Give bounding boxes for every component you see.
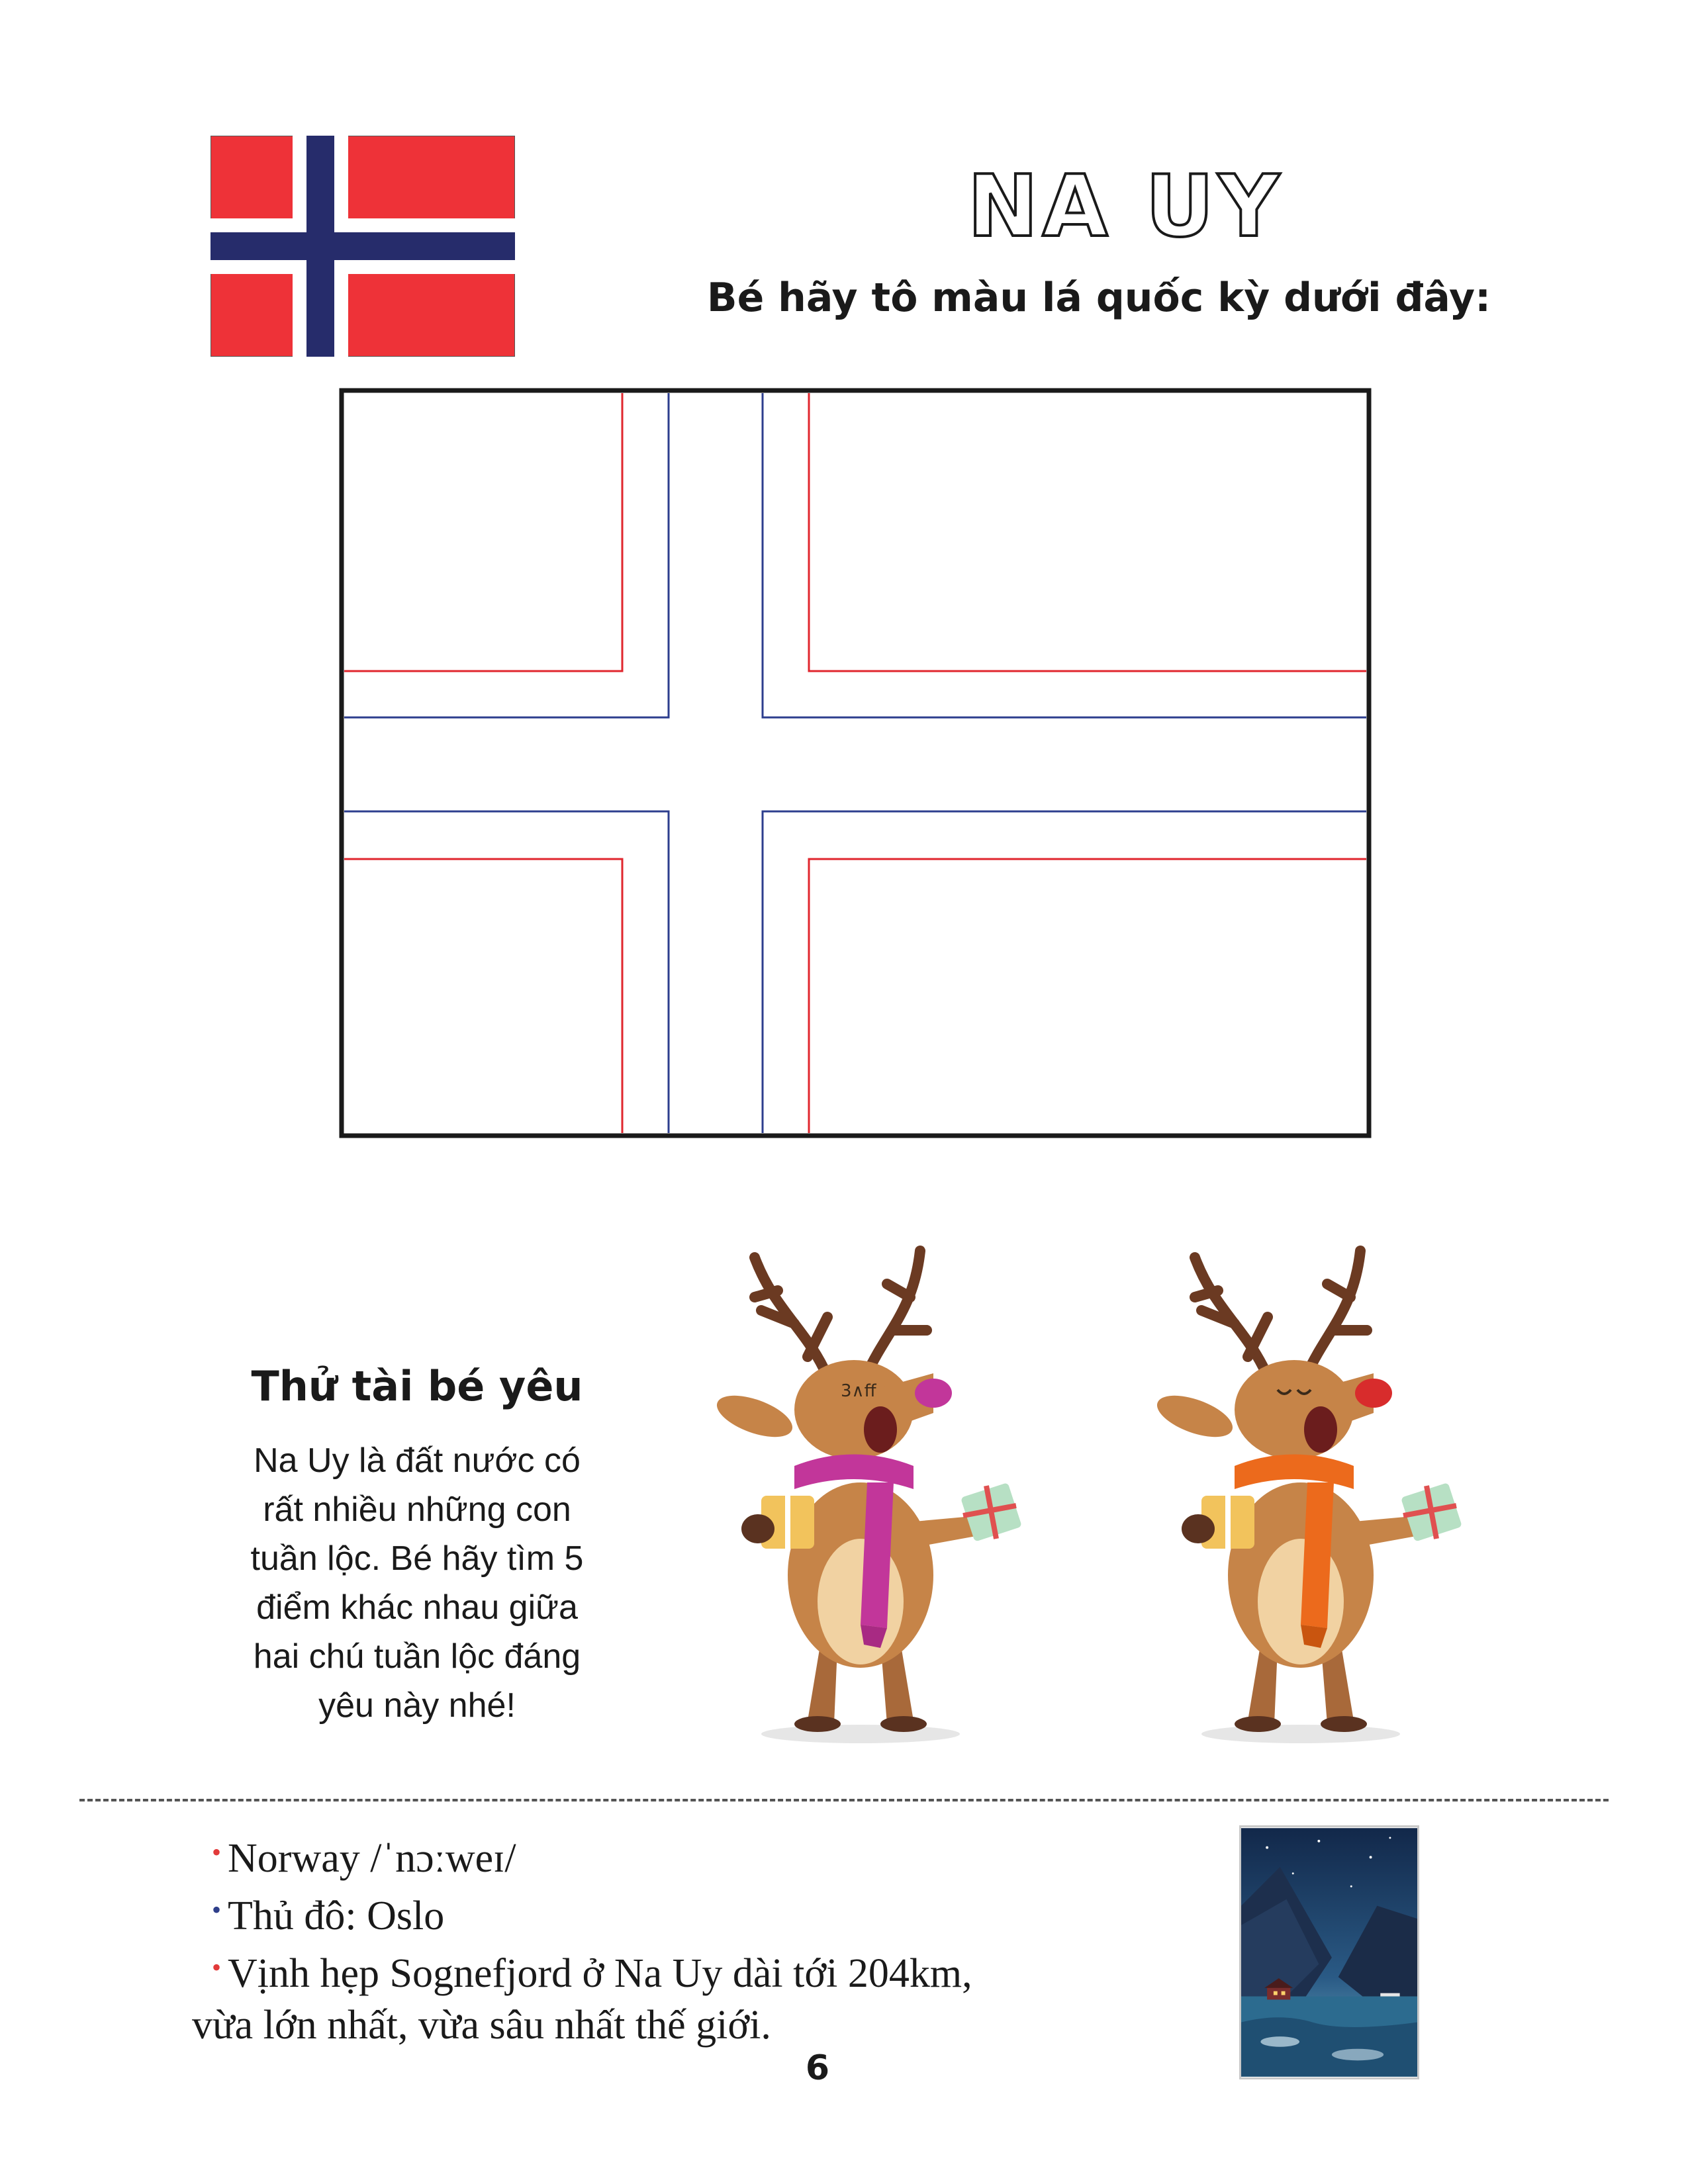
fact-text: Norway /ˈnɔːweɪ/ <box>228 1836 516 1881</box>
fact-item <box>212 1942 1205 1999</box>
quiz-line: điểm khác nhau giữa <box>256 1588 578 1627</box>
fact-item <box>192 1999 1205 2051</box>
quiz-line: Na Uy là đất nước có <box>254 1441 581 1480</box>
quiz-text <box>199 1436 635 1730</box>
bullet-icon: • <box>212 1895 222 1925</box>
quiz-title: Thử tài bé yêu <box>251 1362 583 1410</box>
quiz-line: yêu này nhé! <box>318 1686 516 1725</box>
fact-item <box>212 1884 1205 1942</box>
norway-flag-icon <box>211 136 515 357</box>
fact-text: Thủ đô: Oslo <box>228 1893 445 1938</box>
reindeer-right-icon[interactable] <box>1135 1231 1506 1760</box>
facts-list <box>192 1827 1205 2051</box>
quiz-line: rất nhiều những con <box>263 1490 571 1529</box>
fact-item <box>212 1827 1205 1884</box>
page-number: 6 <box>805 2048 830 2088</box>
svg-text:3∧ff: 3∧ff <box>841 1381 876 1401</box>
fact-text: Vịnh hẹp Sognefjord ở Na Uy dài tới 204km, <box>228 1951 972 1996</box>
bullet-icon: • <box>212 1952 222 1982</box>
section-divider <box>79 1799 1609 1801</box>
page-title: NA UY <box>967 158 1284 256</box>
coloring-instruction: Bé hãy tô màu lá quốc kỳ dưới đây: <box>706 275 1491 321</box>
flag-coloring-outline[interactable] <box>339 388 1372 1138</box>
quiz-line: tuần lộc. Bé hãy tìm 5 <box>250 1539 584 1578</box>
fjord-night-landscape-icon <box>1239 1825 1419 2079</box>
fact-text: vừa lớn nhất, vừa sâu nhất thế giới. <box>192 2003 771 2048</box>
bullet-icon: • <box>212 1837 222 1867</box>
reindeer-left-icon[interactable] <box>695 1231 1066 1760</box>
quiz-line: hai chú tuần lộc đáng <box>253 1637 581 1676</box>
